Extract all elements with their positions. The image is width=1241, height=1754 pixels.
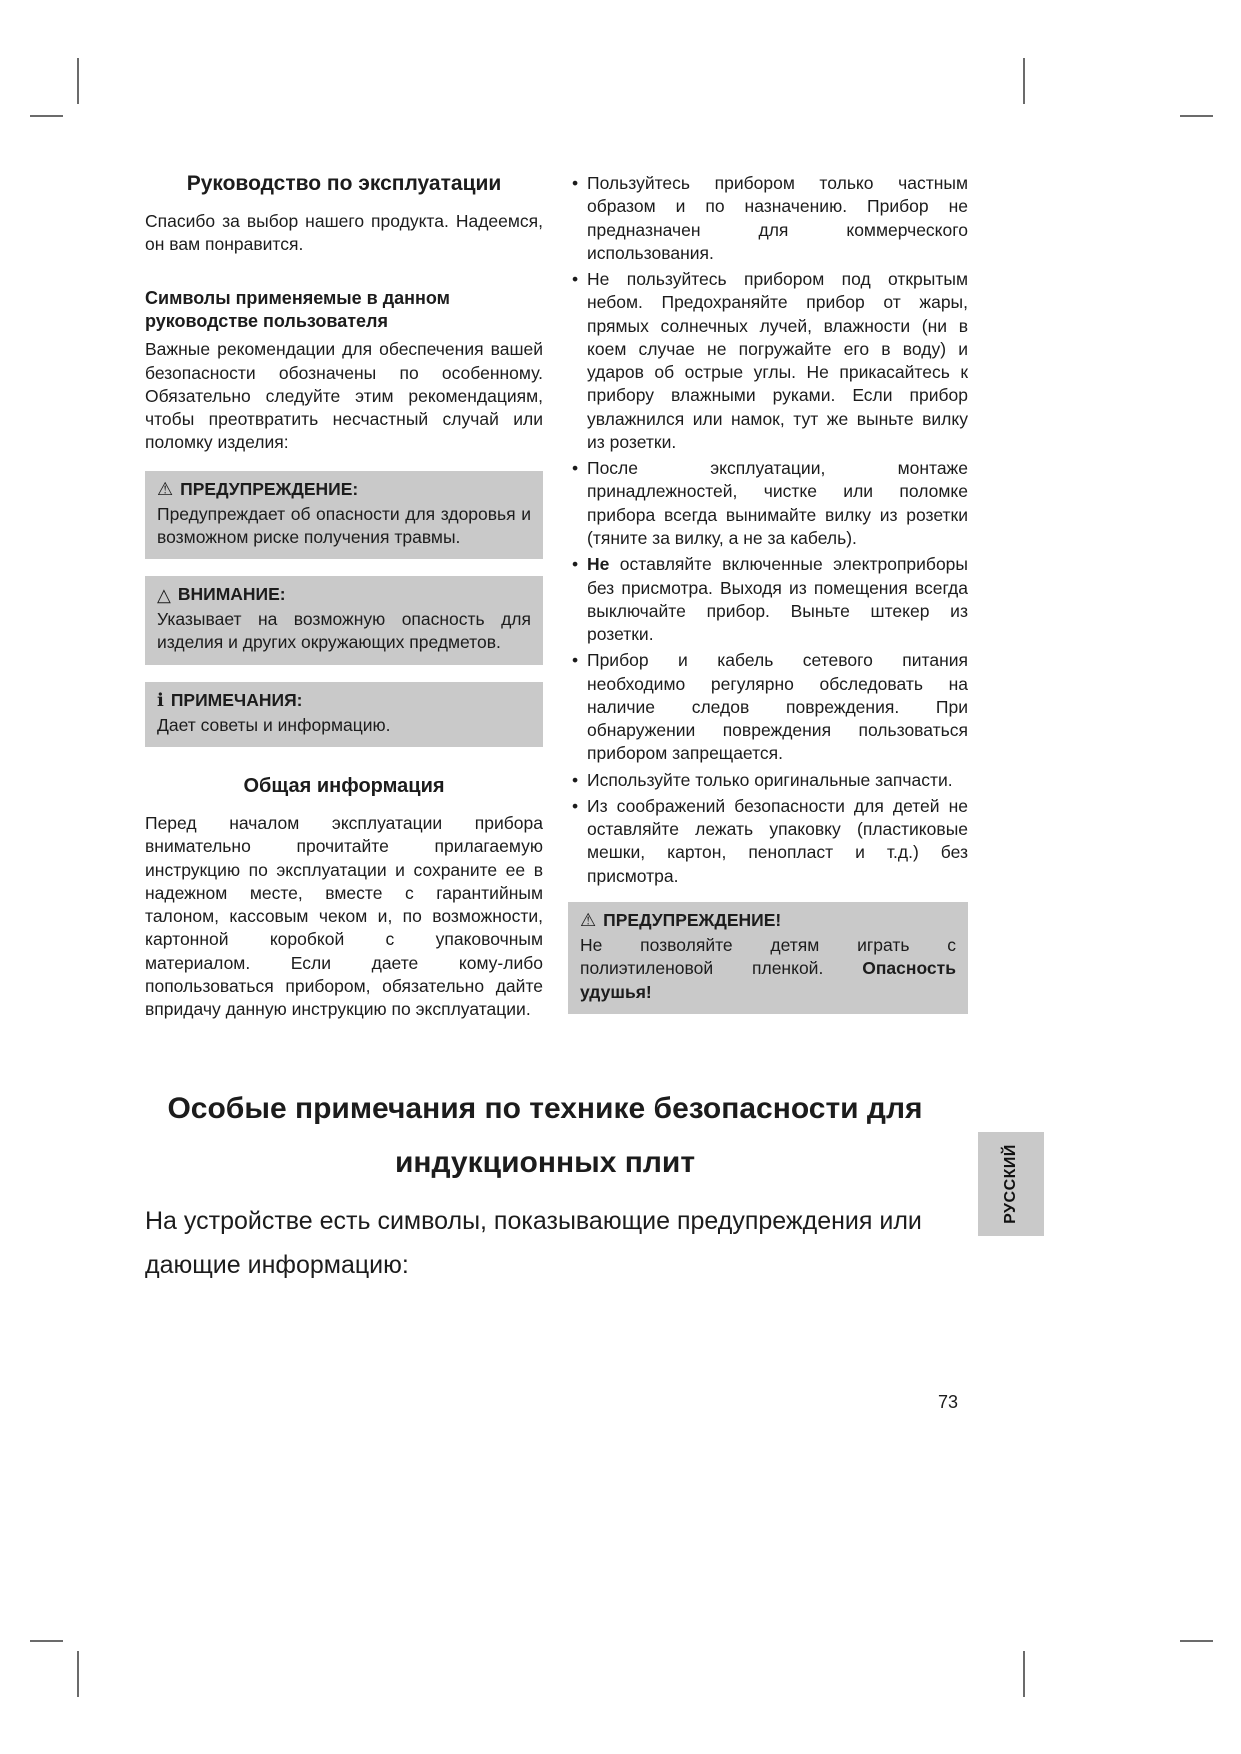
caution-box-title <box>157 584 531 605</box>
symbols-paragraph: Важные рекомендации для обеспечения вашей безопасности обозначены по особенному. Обязательно следуйте этим рекомендациям, чтобы преотвратить несчастный случай или поломку изделия: <box>145 339 543 453</box>
safety-bullet-item: • Не пользуйтесь прибором под открытым небом. Предохраняйте прибор от жары, прямых солнечных лучей, влажности (ни в коем случае не погружайте его в воду) и ударов об острые углы. Не прикасайтесь к прибору влажными руками. Если прибор увлажнился или намок, тут же выньте вилку из розетки. <box>568 268 968 454</box>
warning-box-text: Предупреждает об опасности для здоровья и возможном риске получения травмы. <box>157 503 531 547</box>
safety-bullet-item: • Используйте только оригинальные запчасти. <box>568 769 968 792</box>
language-tab-label: РУССКИЙ <box>1002 1144 1020 1224</box>
crop-mark-bottom-left-h <box>30 1640 63 1642</box>
page-number: 73 <box>938 1392 959 1412</box>
special-notes-paragraph: На устройстве есть символы, показывающие предупреждения или дающие информацию: <box>145 1207 922 1279</box>
safety-bullet-item: • После эксплуатации, монтаже принадлежностей, чистке или поломке прибора всегда вынимайте вилку из розетки (тяните за вилку, а не за кабель). <box>568 457 968 550</box>
special-notes-section <box>145 1082 945 1288</box>
general-info-heading: Общая информация <box>243 774 445 797</box>
intro-paragraph: Спасибо за выбор нашего продукта. Надеемся, он вам понравится. <box>145 211 543 255</box>
note-box-title <box>157 690 531 711</box>
crop-mark-top-left-v <box>77 58 79 104</box>
safety-bullet-item: • Из соображений безопасности для детей не оставляйте лежать упаковку (пластиковые мешки, картон, пенопласт и т.д.) без присмотра. <box>568 795 968 888</box>
special-notes-heading: Особые примечания по технике безопасности для индукционных плит <box>167 1092 923 1179</box>
caution-box-title-text: ВНИМАНИЕ: <box>177 584 286 605</box>
suffocation-warning-text-bold: Опасность удушья! <box>580 958 956 1002</box>
crop-mark-top-right-h <box>1180 115 1213 117</box>
language-tab-russian <box>978 1132 1044 1236</box>
note-box-title-text: ПРИМЕЧАНИЯ: <box>170 689 303 710</box>
warning-definition-box <box>145 471 543 560</box>
safety-bullet-item: • Не оставляйте включенные электроприборы без присмотра. Выходя из помещения всегда выключайте прибор. Выньте штекер из розетки. <box>568 553 968 646</box>
safety-bullet-item: • Прибор и кабель сетевого питания необходимо регулярно обследовать на наличие следов повреждения. При обнаружении повреждения пользоваться прибором запрещается. <box>568 649 968 765</box>
left-column <box>145 172 543 1021</box>
warning-icon: ⚠ <box>157 479 174 500</box>
crop-mark-top-right-v <box>1023 58 1025 104</box>
safety-bullet-list <box>568 172 968 888</box>
crop-mark-top-left-h <box>30 115 63 117</box>
crop-mark-bottom-right-h <box>1180 1640 1213 1642</box>
right-column <box>568 172 968 1031</box>
page-title: Руководство по эксплуатации <box>186 172 502 195</box>
caution-box-text: Указывает на возможную опасность для изделия и других окружающих предметов. <box>157 609 531 653</box>
note-box-text: Дает советы и информацию. <box>157 714 391 735</box>
general-info-paragraph: Перед началом эксплуатации прибора внимательно прочитайте прилагаемую инструкцию по эксплуатации и сохраните ее в надежном месте, вместе с гарантийным талоном, кассовым чеком и, по возможности, картонной коробкой с упаковочным материалом. Если даете кому-либо попользоваться прибором, обязательно дайте впридачу данную инструкцию по эксплуатации. <box>145 812 543 1020</box>
suffocation-warning-box <box>568 902 968 1014</box>
suffocation-warning-text <box>580 934 956 1004</box>
note-definition-box <box>145 682 543 747</box>
suffocation-warning-title <box>580 910 956 931</box>
warning-icon: ⚠ <box>580 910 597 931</box>
safety-bullet-item: • Пользуйтесь прибором только частным образом и по назначению. Прибор не предназначен для коммерческого использования. <box>568 172 968 265</box>
suffocation-warning-title-text: ПРЕДУПРЕЖДЕНИЕ! <box>603 909 782 930</box>
crop-mark-bottom-left-v <box>77 1651 79 1697</box>
symbols-heading: Символы применяемые в данном руководстве пользователя <box>145 287 450 331</box>
caution-definition-box <box>145 576 543 665</box>
suffocation-warning-text-normal: Не позволяйте детям играть с полиэтиленовой пленкой. <box>580 934 956 979</box>
warning-box-title <box>157 479 531 500</box>
crop-mark-bottom-right-v <box>1023 1651 1025 1697</box>
caution-icon: △ <box>157 584 171 605</box>
info-icon: ℹ <box>157 690 164 711</box>
warning-box-title-text: ПРЕДУПРЕЖДЕНИЕ: <box>180 478 359 499</box>
